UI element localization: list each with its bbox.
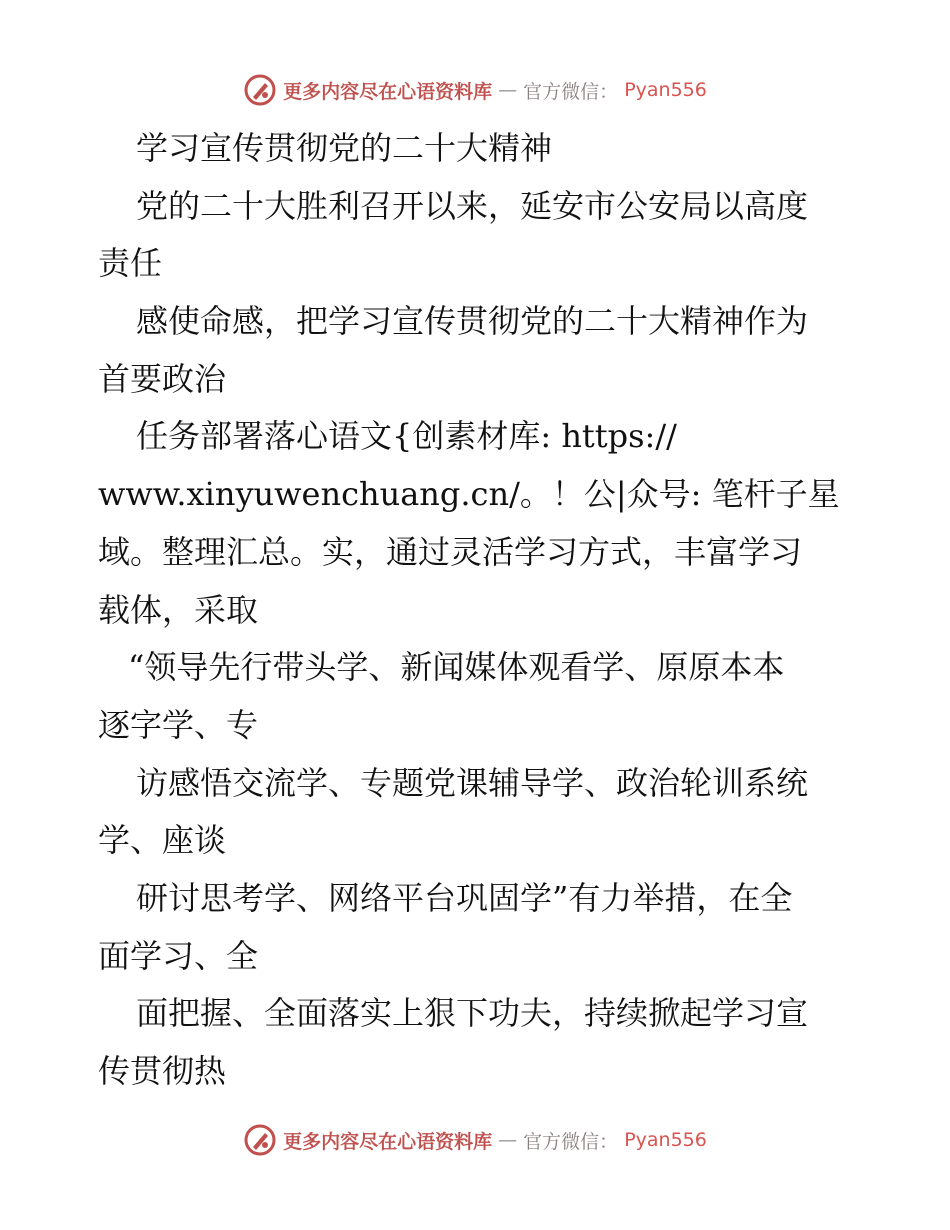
banner-dash: — — [498, 79, 518, 101]
header-watermark-banner — [0, 70, 950, 110]
text-line: “领导先行带头学、新闻媒体观看学、原原本本 — [128, 648, 785, 687]
footer-watermark-banner — [0, 1120, 950, 1160]
text-line: 访感悟交流学、专题党课辅导学、政治轮训系统 — [136, 763, 809, 802]
banner-wechat-id: Pyan556 — [624, 79, 707, 101]
text-line: 研讨思考学、网络平台巩固学”有力举措，在全 — [136, 878, 793, 917]
text-line: www.xinyuwenchuang.cn/。！公|众号: 笔杆子星 — [98, 475, 840, 514]
text-line: 传贯彻热 — [98, 1052, 227, 1090]
text-line: 党的二十大胜利召开以来，延安市公安局以高度 — [136, 186, 809, 225]
document-body — [98, 120, 858, 1101]
banner-main-text: 更多内容尽在心语资料库 — [283, 80, 493, 103]
banner-wechat-label: 官方微信： — [523, 1130, 619, 1153]
text-line: 面把握、全面落实上狠下功夫，持续掀起学习宣 — [136, 994, 809, 1033]
text-line: 感使命感，把学习宣传贯彻党的二十大精神作为 — [136, 302, 809, 341]
text-line: 学、座谈 — [98, 821, 227, 860]
document-title: 学习宣传贯彻党的二十大精神 — [136, 129, 553, 167]
text-line: 面学习、全 — [98, 936, 259, 975]
text-line: 责任 — [98, 244, 163, 283]
banner-main-text: 更多内容尽在心语资料库 — [283, 1130, 493, 1153]
text-line: 逐字学、专 — [98, 705, 259, 744]
text-line: 任务部署落心语文{创素材库: https:// — [136, 417, 677, 456]
text-line: 域。整理汇总。实，通过灵活学习方式，丰富学习 — [98, 532, 803, 571]
banner-dash: — — [498, 1129, 518, 1151]
banner-wechat-label: 官方微信： — [523, 80, 619, 103]
pen-nib-logo-icon — [243, 73, 277, 107]
text-line: 首要政治 — [98, 359, 227, 398]
pen-nib-logo-icon — [243, 1123, 277, 1157]
text-line: 载体，采取 — [98, 590, 259, 629]
banner-wechat-id: Pyan556 — [624, 1129, 707, 1151]
